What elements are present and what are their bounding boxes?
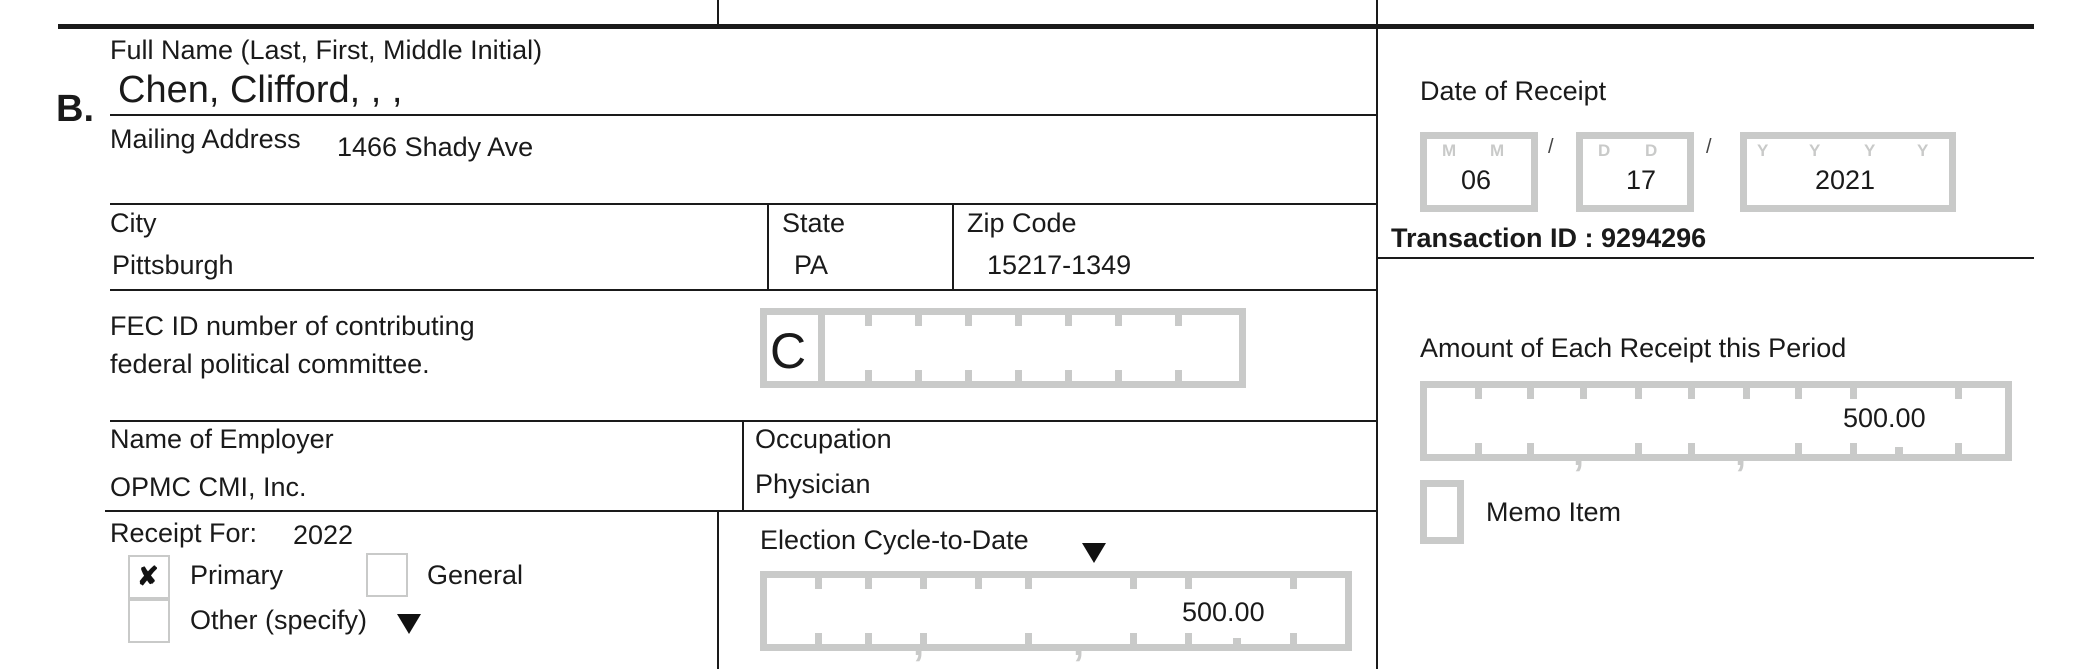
column-divider (1376, 0, 1378, 669)
state-value[interactable]: PA (794, 250, 829, 280)
employer-rule (105, 510, 1376, 512)
occupation-label: Occupation (755, 424, 892, 454)
mailing-address-value[interactable]: 1466 Shady Ave (337, 132, 534, 162)
primary-label: Primary (190, 560, 283, 590)
year-hint-2: Y (1809, 141, 1821, 160)
receipt-for-year[interactable]: 2022 (293, 520, 354, 550)
city-value[interactable]: Pittsburgh (112, 250, 234, 280)
transaction-rule (1376, 257, 2034, 259)
employer-label: Name of Employer (110, 424, 334, 454)
cycle-to-date-amount: 500.00 (1182, 597, 1265, 627)
fec-id-prefix: C (770, 323, 807, 379)
amount-label: Amount of Each Receipt this Period (1420, 333, 1847, 363)
zip-value[interactable]: 15217-1349 (987, 250, 1132, 280)
fec-id-label-line2: federal political committee. (110, 349, 430, 379)
city-label: City (110, 208, 157, 238)
address-rule (110, 203, 1376, 205)
employer-occupation-divider (742, 420, 744, 512)
cycle-dropdown-triangle-icon (1082, 543, 1106, 563)
month-hint-2: M (1490, 141, 1505, 160)
year-hint-4: Y (1917, 141, 1929, 160)
memo-checkbox[interactable] (1420, 480, 1464, 544)
primary-checkbox[interactable] (128, 555, 170, 599)
date-slash-1: / (1548, 136, 1554, 158)
year-hint-3: Y (1864, 141, 1876, 160)
amount-value: 500.00 (1843, 403, 1926, 433)
date-slash-2: / (1706, 136, 1712, 158)
year-value: 2021 (1815, 165, 1876, 195)
memo-label: Memo Item (1486, 497, 1622, 527)
other-dropdown-triangle-icon (397, 614, 421, 634)
fec-id-prefix-divider (818, 315, 825, 381)
date-of-receipt-label: Date of Receipt (1420, 76, 1607, 106)
year-hint-1: Y (1757, 141, 1769, 160)
month-value: 06 (1461, 165, 1492, 195)
other-label: Other (specify) (190, 605, 368, 635)
mailing-address-label: Mailing Address (110, 124, 301, 154)
general-label: General (427, 560, 524, 590)
cycle-to-date-label: Election Cycle-to-Date (760, 525, 1029, 555)
section-letter: B. (56, 88, 94, 130)
checkmark-icon: ✘ (137, 561, 159, 591)
general-checkbox[interactable] (366, 553, 408, 597)
receipt-for-label: Receipt For: (110, 518, 258, 548)
top-rule (58, 24, 2034, 29)
fec-id-field[interactable] (760, 308, 1246, 388)
state-zip-divider (952, 203, 954, 291)
top-divider-left (717, 0, 719, 26)
fec-id-label-line1: FEC ID number of contributing (110, 311, 475, 341)
transaction-id: Transaction ID : 9294296 (1391, 223, 1707, 253)
full-name-value[interactable]: Chen, Clifford, , , (118, 69, 403, 111)
month-hint-1: M (1442, 141, 1457, 160)
receipt-cycle-divider (717, 510, 719, 669)
name-rule (110, 114, 1376, 116)
day-value: 17 (1626, 165, 1657, 195)
day-hint-1: D (1598, 141, 1611, 160)
city-state-divider (767, 203, 769, 291)
city-rule (110, 289, 1376, 291)
occupation-value[interactable]: Physician (755, 469, 871, 499)
employer-value[interactable]: OPMC CMI, Inc. (110, 472, 307, 502)
day-hint-2: D (1645, 141, 1658, 160)
zip-label: Zip Code (967, 208, 1077, 238)
other-checkbox[interactable] (128, 599, 170, 643)
full-name-label: Full Name (Last, First, Middle Initial) (110, 35, 543, 65)
state-label: State (782, 208, 846, 238)
